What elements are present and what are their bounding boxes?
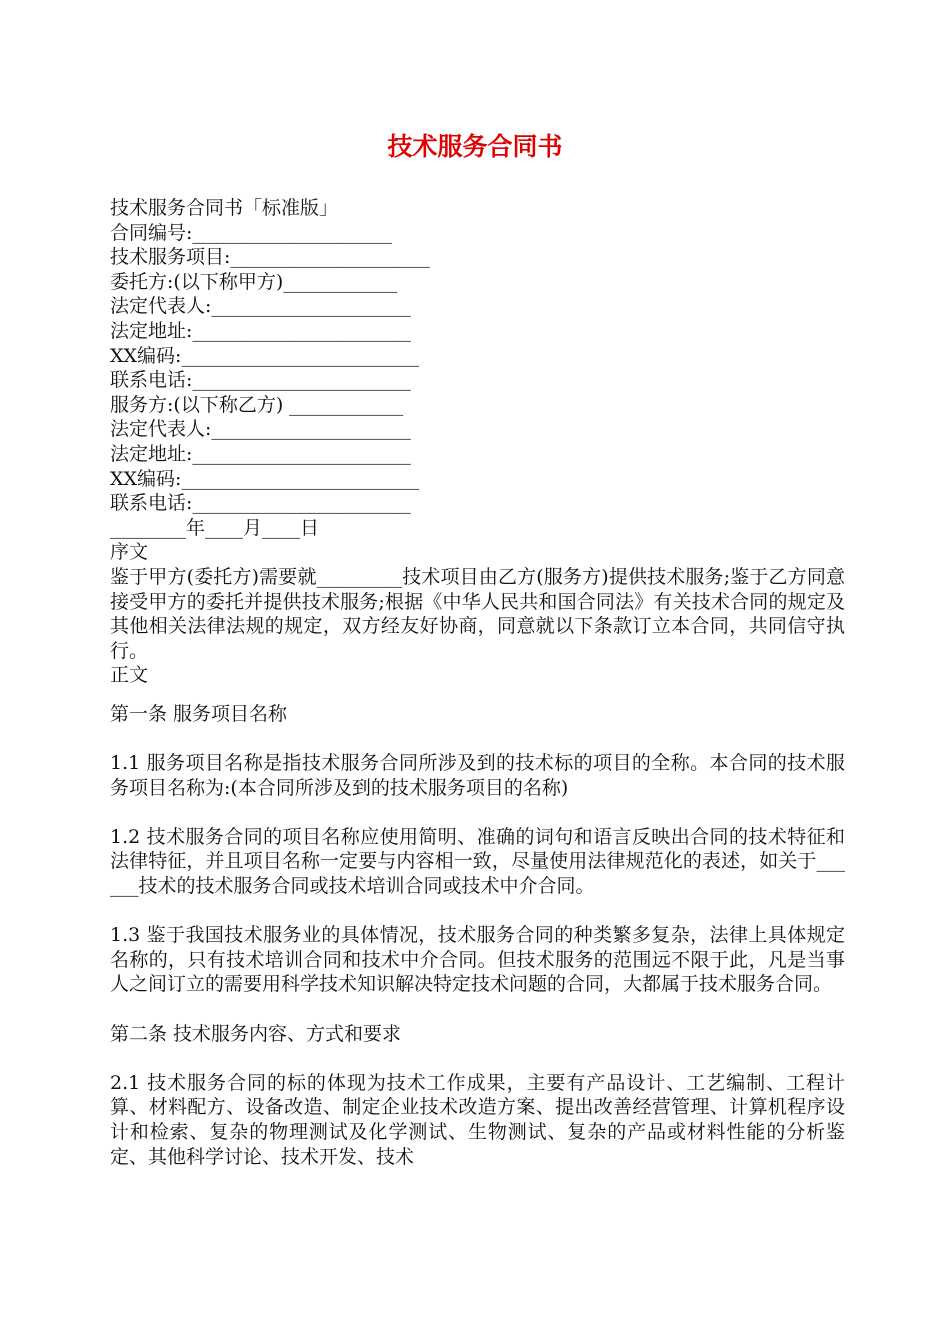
document-subtitle: 技术服务合同书「标准版」 xyxy=(110,197,339,219)
field-provider-postcode: XX编码:_________________________ xyxy=(110,467,419,490)
article-1-heading: 第一条 服务项目名称 xyxy=(110,702,288,725)
field-client-postcode: XX编码:_________________________ xyxy=(110,344,419,367)
clause-1-3: 1.3 鉴于我国技术服务业的具体情况，技术服务合同的种类繁多复杂，法律上具体规定名称的，只有技术培训合同和技术中介合同。但技术服务的范围远不限于此，凡是当事人之间订立的需要用科学技术知识解决特定技术问题的合同，大都属于技术服务合同。 xyxy=(110,924,845,996)
field-provider-party: 服务方:(以下称乙方) ____________ xyxy=(110,393,404,416)
field-date: ________年____月____日 xyxy=(110,516,320,539)
clause-1-1: 1.1 服务项目名称是指技术服务合同所涉及到的技术标的项目的全称。本合同的技术服务项目名称为:(本合同所涉及到的技术服务项目的名称) xyxy=(110,752,845,799)
clause-1-2: 1.2 技术服务合同的项目名称应使用简明、准确的词句和语言反映出合同的技术特征和法律特征，并且项目名称一定要与内容相一致，尽量使用法律规范化的表述，如关于______技术的技术服务合同或技术培训合同或技术中介合同。 xyxy=(110,825,845,898)
field-provider-phone: 联系电话:_______________________ xyxy=(110,492,411,515)
field-contract-number: 合同编号:_____________________ xyxy=(110,221,392,244)
preface-heading: 序文 xyxy=(110,541,149,564)
field-client-address: 法定地址:_______________________ xyxy=(110,319,411,342)
article-2-heading: 第二条 技术服务内容、方式和要求 xyxy=(110,1022,402,1045)
field-provider-legal-rep: 法定代表人:_____________________ xyxy=(110,418,411,441)
preface-text: 鉴于甲方(委托方)需要就_________技术项目由乙方(服务方)提供技术服务;鉴于乙方同意接受甲方的委托并提供技术服务;根据《中华人民共和国合同法》有关技术合同的规定及其他相关法律法规的规定，双方经友好协商，同意就以下条款订立本合同，共同信守执行。 xyxy=(110,565,845,662)
field-provider-address: 法定地址:_______________________ xyxy=(110,442,411,465)
field-client-party: 委托方:(以下称甲方)____________ xyxy=(110,270,398,293)
body-heading: 正文 xyxy=(110,664,149,687)
clause-2-1: 2.1 技术服务合同的标的体现为技术工作成果，主要有产品设计、工艺编制、工程计算、材料配方、设备改造、制定企业技术改造方案、提出改善经营管理、计算机程序设计和检索、复杂的物理测试及化学测试、生物测试、复杂的产品或材料性能的分析鉴定、其他科学讨论、技术开发、技术 xyxy=(110,1071,845,1168)
field-client-legal-rep: 法定代表人:_____________________ xyxy=(110,295,411,318)
document-body xyxy=(110,196,845,1169)
field-client-phone: 联系电话:_______________________ xyxy=(110,369,411,392)
document-title: 技术服务合同书 xyxy=(387,132,563,161)
field-service-project: 技术服务项目:_____________________ xyxy=(110,246,430,269)
